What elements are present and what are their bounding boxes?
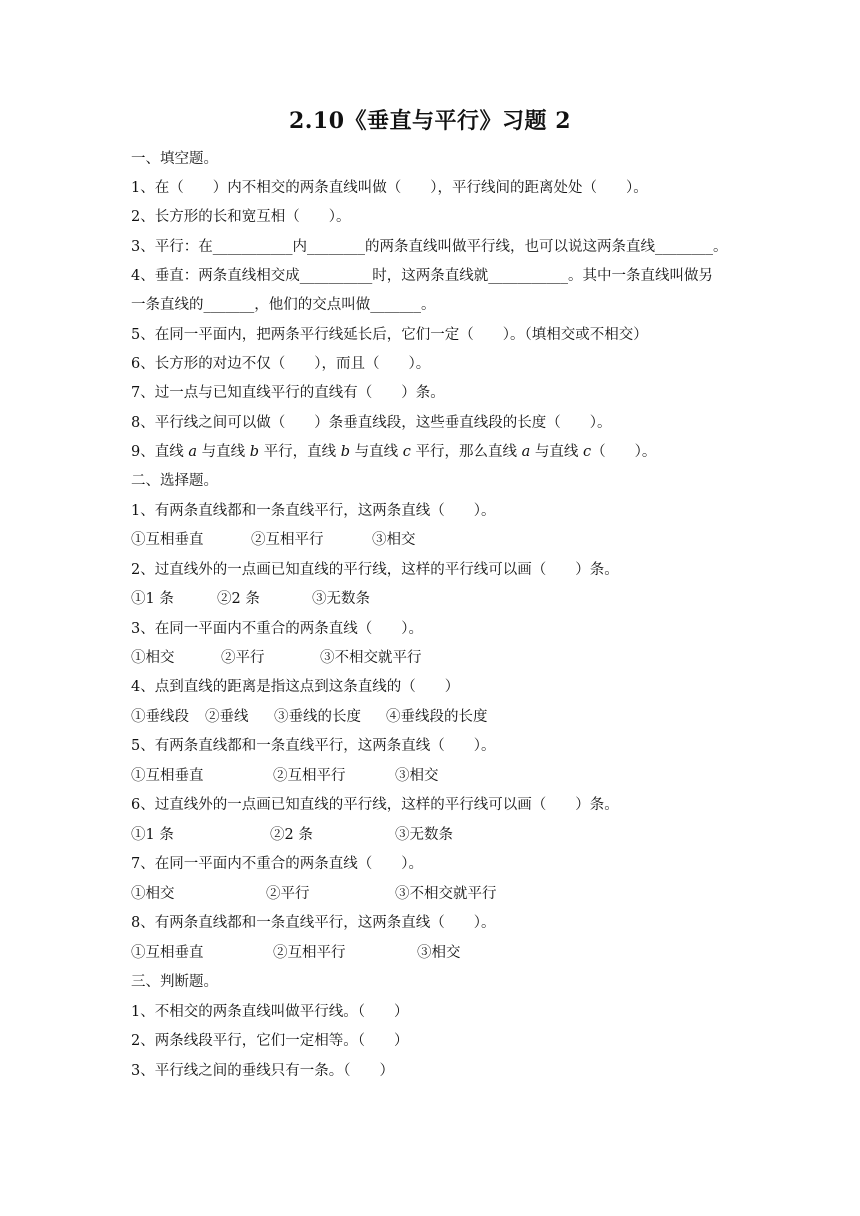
choice-q5-option-1: ①互相垂直: [131, 768, 204, 784]
choice-q8-option-3: ③相交: [417, 945, 461, 961]
fill-question-5: 5、在同一平面内，把两条平行线延长后，它们一定（ ）。（填相交或不相交）: [131, 327, 648, 343]
choice-q6-option-1: ①1 条: [131, 827, 174, 843]
q9-var-c: c: [582, 444, 592, 460]
page-title: 2.10《垂直与平行》习题 2: [288, 108, 572, 134]
fill-question-7: 7、过一点与已知直线平行的直线有（ ）条。: [131, 385, 445, 401]
choice-q3-option-1: ①相交: [131, 650, 175, 666]
choice-q4-option-3: ③垂线的长度: [274, 709, 361, 725]
q9-var-b: b: [249, 444, 260, 460]
choice-q4-option-1: ①垂线段: [131, 709, 189, 725]
fill-question-1: 1、在（ ）内不相交的两条直线叫做（ ），平行线间的距离处处（ ）。: [131, 180, 648, 196]
choice-question-4: 4、点到直线的距离是指这点到这条直线的（ ）: [131, 679, 460, 695]
choice-q6-option-2: ②2 条: [270, 827, 313, 843]
choice-q4-option-2: ②垂线: [205, 709, 249, 725]
choice-question-5: 5、有两条直线都和一条直线平行，这两条直线（ ）。: [131, 738, 496, 754]
judge-question-3: 3、平行线之间的垂线只有一条。（ ）: [131, 1063, 394, 1079]
section-heading-choice: 二、选择题。: [131, 473, 218, 489]
q9-text-3: 平行，直线: [259, 444, 341, 460]
choice-question-3: 3、在同一平面内不重合的两条直线（ ）。: [131, 621, 423, 637]
choice-q8-option-1: ①互相垂直: [131, 945, 204, 961]
q9-text-2: 与直线: [197, 444, 250, 460]
choice-q2-option-2: ②2 条: [217, 591, 260, 607]
fill-question-4-line2: 一条直线的_______，他们的交点叫做_______。: [131, 297, 436, 313]
choice-q2-option-1: ①1 条: [131, 591, 174, 607]
fill-question-9: [131, 442, 656, 462]
q9-text-4: 与直线: [350, 444, 403, 460]
choice-question-7: 7、在同一平面内不重合的两条直线（ ）。: [131, 856, 423, 872]
choice-question-2: 2、过直线外的一点画已知直线的平行线，这样的平行线可以画（ ）条。: [131, 562, 619, 578]
choice-q1-option-3: ③相交: [372, 532, 416, 548]
fill-question-3: 3、平行：在___________内________的两条直线叫做平行线，也可以说这两条直线________。: [131, 239, 728, 255]
q9-var-b: b: [340, 444, 351, 460]
choice-q3-option-3: ③不相交就平行: [320, 650, 422, 666]
fill-question-2: 2、长方形的长和宽互相（ ）。: [131, 209, 351, 225]
fill-question-8: 8、平行线之间可以做（ ）条垂直线段，这些垂直线段的长度（ ）。: [131, 415, 612, 431]
choice-question-1: 1、有两条直线都和一条直线平行，这两条直线（ ）。: [131, 503, 496, 519]
judge-question-1: 1、不相交的两条直线叫做平行线。（ ）: [131, 1004, 409, 1020]
section-heading-fill: 一、填空题。: [131, 151, 218, 167]
choice-q1-option-1: ①互相垂直: [131, 532, 204, 548]
choice-q6-option-3: ③无数条: [395, 827, 453, 843]
q9-text-6: 与直线: [530, 444, 583, 460]
choice-q3-option-2: ②平行: [221, 650, 265, 666]
q9-text-5: 平行，那么直线: [410, 444, 522, 460]
choice-q7-option-3: ③不相交就平行: [395, 886, 497, 902]
q9-var-a: a: [188, 444, 197, 460]
choice-q8-option-2: ②互相平行: [273, 945, 346, 961]
fill-question-4-line1: 4、垂直：两条直线相交成__________时，这两条直线就___________。其中一条直线叫做另: [131, 268, 713, 284]
q9-var-c: c: [402, 444, 411, 460]
judge-question-2: 2、两条线段平行，它们一定相等。（ ）: [131, 1033, 409, 1049]
choice-q1-option-2: ②互相平行: [251, 532, 324, 548]
choice-q2-option-3: ③无数条: [312, 591, 370, 607]
choice-q4-option-4: ④垂线段的长度: [386, 709, 488, 725]
choice-q5-option-2: ②互相平行: [273, 768, 346, 784]
choice-question-6: 6、过直线外的一点画已知直线的平行线，这样的平行线可以画（ ）条。: [131, 797, 619, 813]
choice-q7-option-1: ①相交: [131, 886, 175, 902]
choice-question-8: 8、有两条直线都和一条直线平行，这两条直线（ ）。: [131, 915, 496, 931]
choice-q7-option-2: ②平行: [266, 886, 310, 902]
section-heading-judge: 三、判断题。: [131, 974, 218, 990]
q9-var-a: a: [521, 444, 531, 460]
choice-q5-option-3: ③相交: [395, 768, 439, 784]
q9-text-1: 9、直线: [131, 444, 189, 460]
fill-question-6: 6、长方形的对边不仅（ ），而且（ ）。: [131, 356, 431, 372]
q9-text-7: （ ）。: [591, 444, 657, 460]
